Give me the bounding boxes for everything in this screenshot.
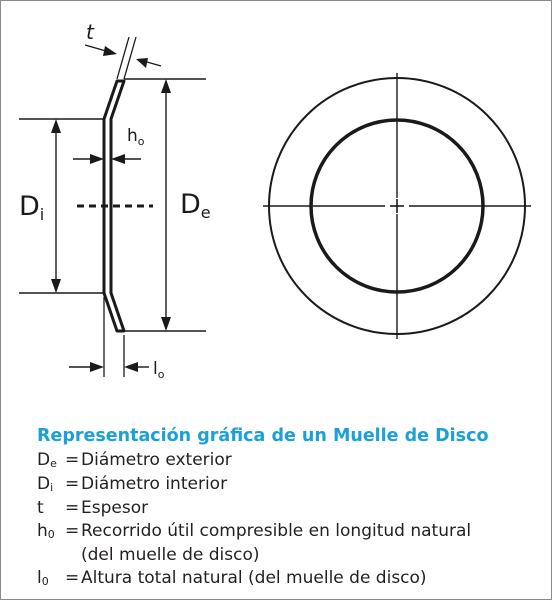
label-h0: $h_o$ <box>127 126 145 148</box>
legend-symbol: t <box>37 498 44 518</box>
arrow-t-right <box>136 58 148 68</box>
extension-line-t-left <box>117 37 129 79</box>
arrow-di-bottom <box>51 279 61 293</box>
label-thickness: t <box>86 20 94 44</box>
legend-row-de: $D_e$ = Diámetro exterior <box>37 449 488 473</box>
legend-row-t: t = Espesor <box>37 498 149 518</box>
arrow-de-bottom <box>161 317 171 331</box>
legend-title: Representación gráfica de un Muelle de Disco <box>37 426 489 446</box>
arrow-h0-right <box>111 154 125 164</box>
legend-symbol: $D_e$ <box>37 450 57 470</box>
legend-symbol: $D_i$ <box>37 474 54 494</box>
legend-description-continued: (del muelle de disco) <box>81 545 260 565</box>
extension-line-t-right <box>124 37 136 79</box>
legend-description: Espesor <box>81 498 149 518</box>
side-view <box>19 37 206 377</box>
legend <box>37 425 488 591</box>
legend-row-l0: $l_0$ = Altura total natural (del muelle de disco) <box>37 567 488 591</box>
label-l0: $l_o$ <box>153 359 165 381</box>
arrow-l0-right <box>124 362 138 372</box>
legend-symbol: $h_0$ <box>37 521 55 541</box>
label-inner-diameter: Di <box>19 191 45 224</box>
legend-symbol: $l_0$ <box>37 568 49 588</box>
arrow-di-top <box>51 119 61 133</box>
arrow-de-top <box>161 79 171 93</box>
legend-row-di: $D_i$ = Diámetro interior <box>37 473 488 497</box>
arrow-l0-left <box>90 362 104 372</box>
disc-spring-drawing <box>1 1 552 421</box>
legend-description: Diámetro interior <box>81 474 228 494</box>
arrow-t-left <box>103 46 117 56</box>
arrow-h0-left <box>90 154 104 164</box>
legend-description: Recorrido útil compresible en longitud natural <box>81 521 472 541</box>
legend-description: Diámetro exterior <box>81 450 232 470</box>
label-outer-diameter: De <box>180 189 211 222</box>
legend-description: Altura total natural (del muelle de disco) <box>81 568 427 588</box>
legend-row-h0: $h_0$ = Recorrido útil compresible en longitud natural <box>37 520 488 544</box>
